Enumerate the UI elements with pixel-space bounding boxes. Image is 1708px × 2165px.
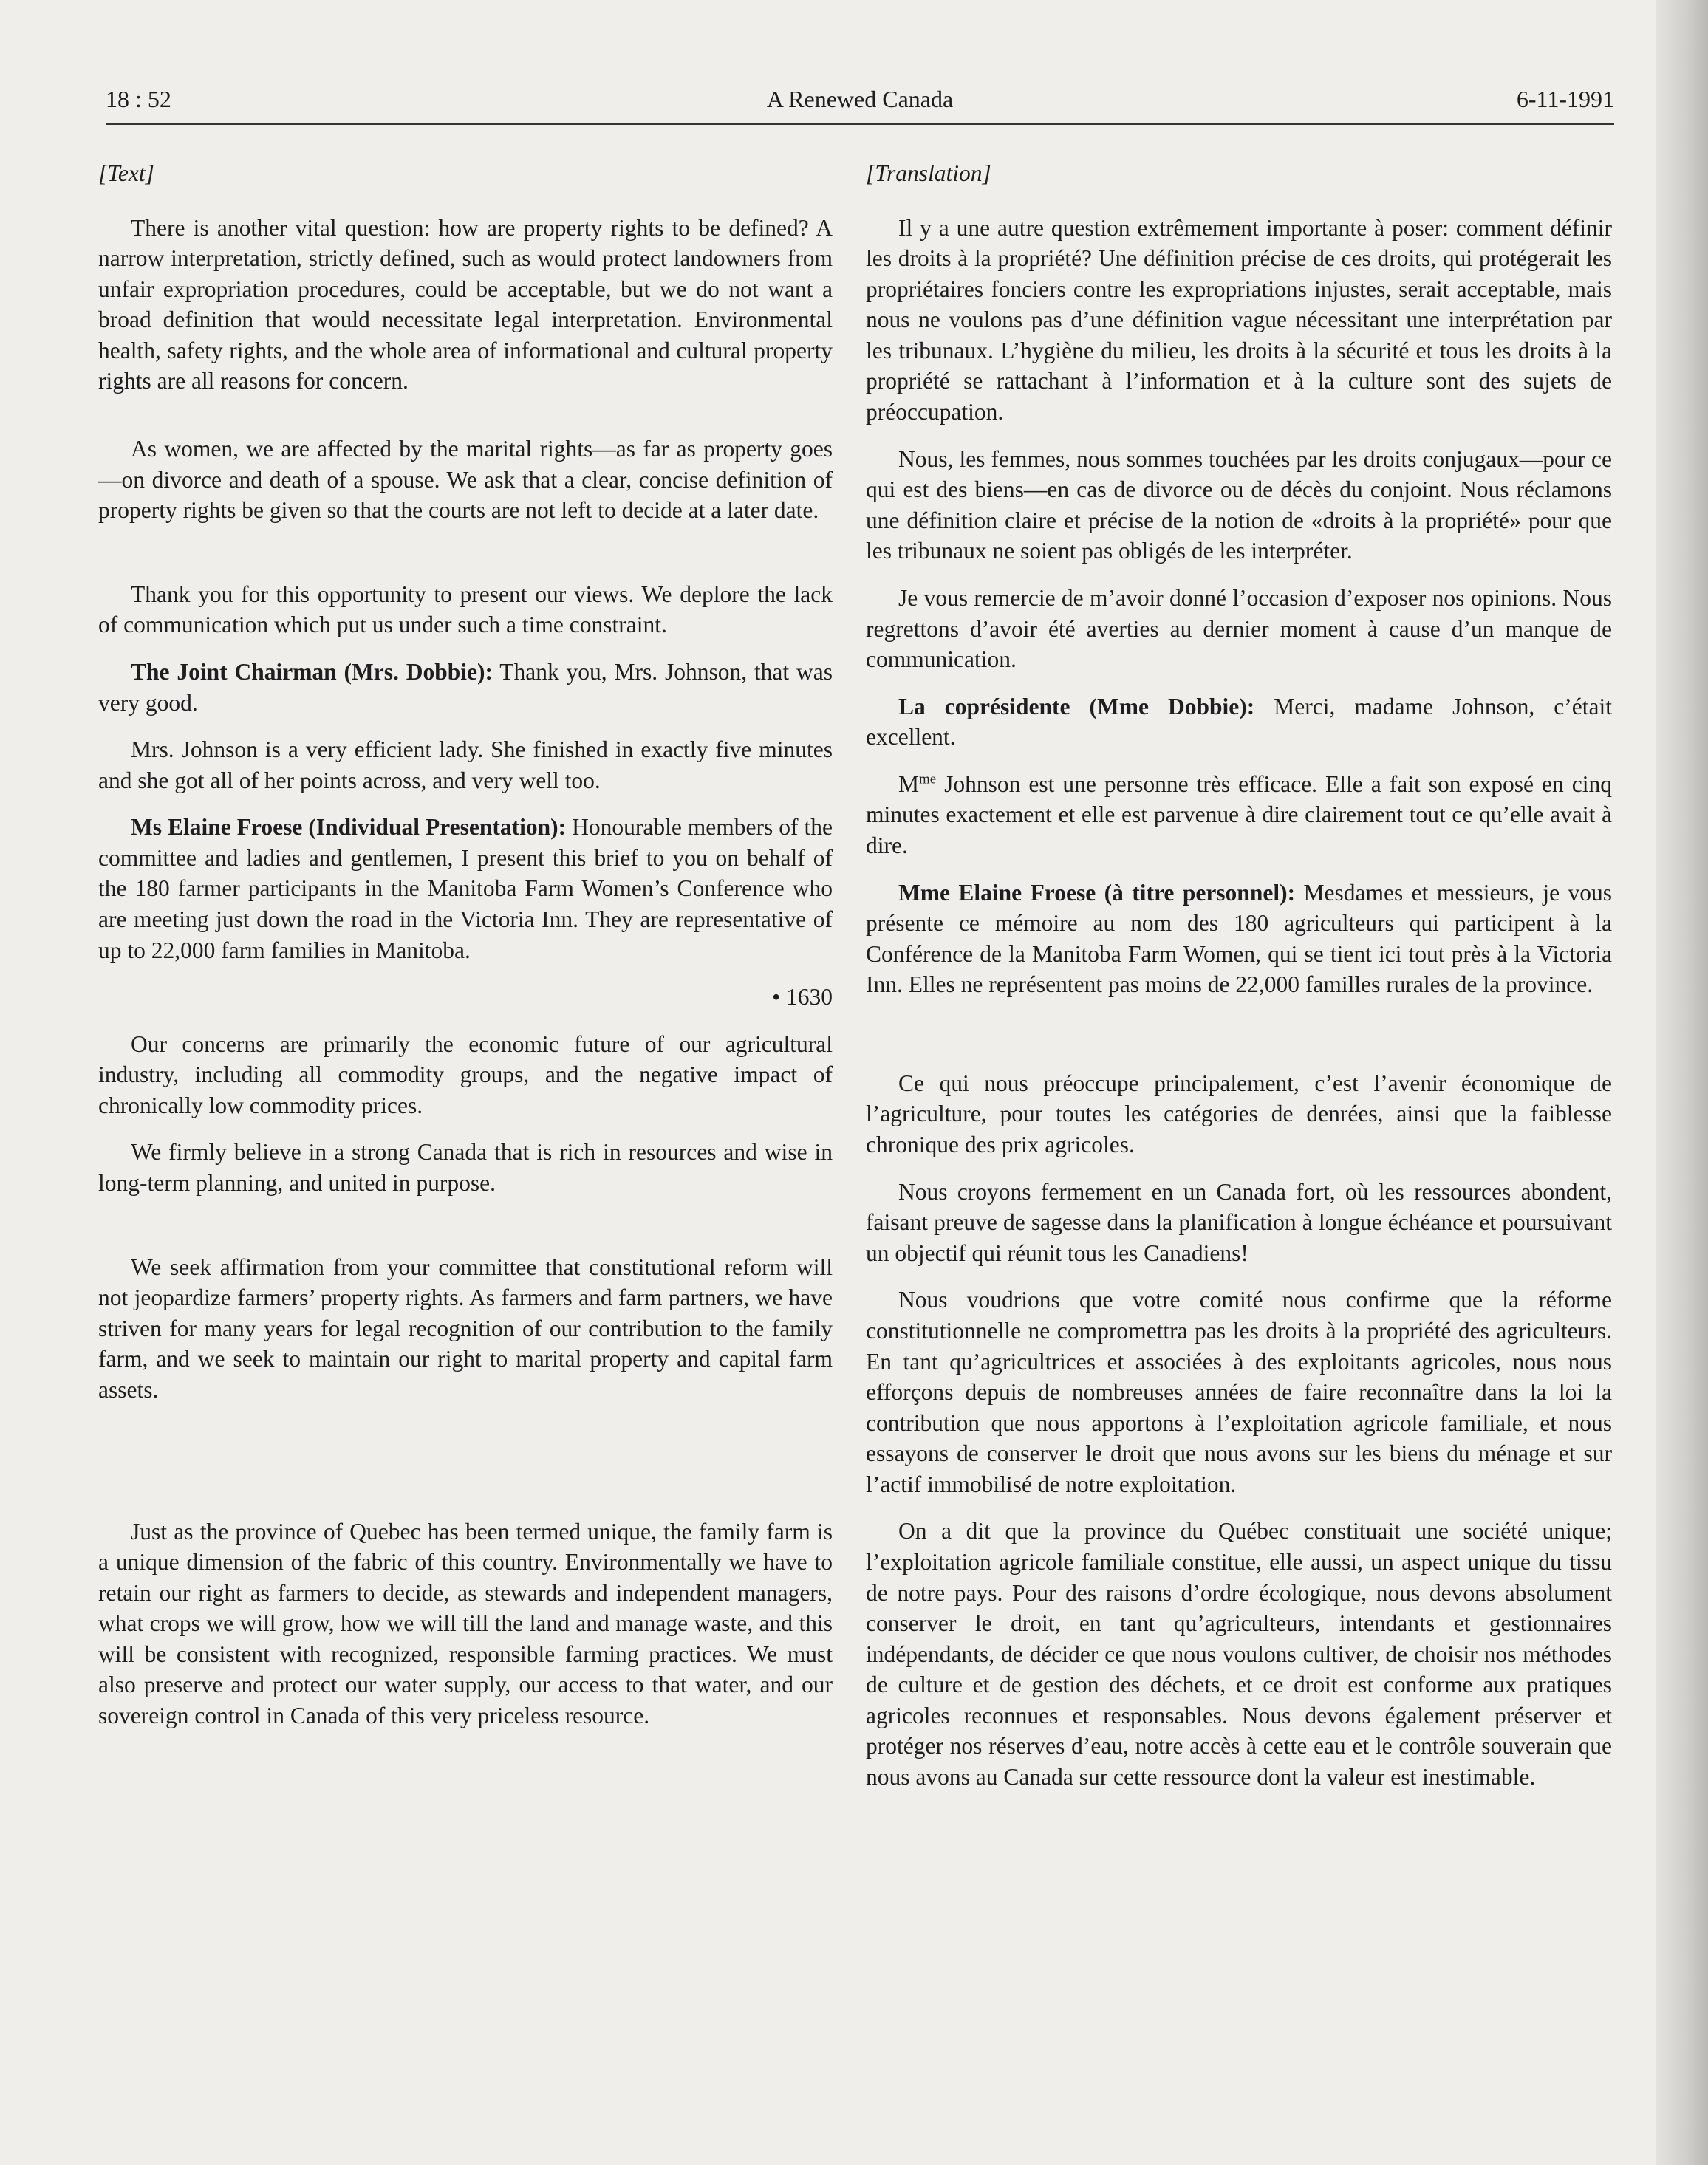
speaker-name: Ms Elaine Froese (Individual Presentation): [131, 814, 567, 841]
page-edge-shadow [1656, 0, 1708, 2165]
time-stamp: • 1630 [772, 984, 833, 1010]
paragraph [98, 657, 833, 718]
page-number: 18 : 52 [106, 86, 171, 112]
paragraph: As women, we are affected by the marital rights—as far as property goes—on divorce and death of a spouse. We ask that a clear, concise definition of property rights be given so that the courts are not left to decide at a later date. [98, 436, 833, 524]
paragraph: Just as the province of Quebec has been termed unique, the family farm is a unique dimension of the fabric of this country. Environmentally we have to retain our right as farmers to decide, as stewards and independent managers, what crops we will grow, how we will till the land and manage waste, and this will be consistent with recognized, responsible farming practices. We must also preserve and protect our water supply, our access to that water, and our sovereign control in Canada of this very priceless resource. [98, 1518, 833, 1728]
translation-marker: [Translation] [866, 160, 991, 186]
paragraph: Nous croyons fermement en un Canada fort, où les ressources abondent, faisant preuve de sagesse dans la planification à longue échéance et poursuivant un objectif qui réunit tous les Canadiens! [866, 1178, 1612, 1266]
honorific: M [898, 770, 920, 797]
page-header [106, 81, 1614, 125]
speech-text: Merci, madame Johnson, c’était excellent. [866, 693, 1612, 750]
running-title: A Renewed Canada [766, 86, 954, 112]
speaker-name: La coprésidente (Mme Dobbie): [898, 693, 1255, 719]
paragraph: Our concerns are primarily the economic future of our agricultural industry, including all commodity groups, and the negative impact of chronically low commodity prices. [98, 1030, 833, 1118]
speech-text: Mesdames et messieurs, je vous présente ce mémoire au nom des 180 agriculteurs qui participent à la Conférence de la Manitoba Farm Women, qui se tient ici tout près à la Victoria Inn. Elles ne représentent pas moins de 22,000 familles rurales de la province. [866, 879, 1612, 998]
speech-text: Thank you, Mrs. Johnson, that was very good. [98, 658, 833, 716]
paragraph [866, 769, 1612, 861]
paragraph [866, 878, 1612, 1000]
paragraph: Thank you for this opportunity to present our views. We deplore the lack of communication which put us under such a time constraint. [98, 581, 833, 638]
paragraph: Nous voudrions que votre comité nous confirme que la réforme constitutionnelle ne compromettra pas les droits à la propriété des agriculteurs. En tant qu’agricultrices et associées à des exploitants agricoles, nous nous efforçons depuis de nombreuses années de faire reconnaître dans la loi la contribution que nous apportons à l’exploitation agricole familiale, et nous essayons de conserver le droit que nous avons sur les biens du ménage et sur l’actif immobilisé de notre exploitation. [866, 1287, 1612, 1497]
english-column [98, 158, 833, 1731]
paragraph: Nous, les femmes, nous sommes touchées par les droits conjugaux—pour ce qui est des biens—en cas de divorce ou de décès du conjoint. Nous réclamons une définition claire et précise de la notion de «droits à la propriété» pour que les tribunaux ne soient pas obligés de les interpréter. [866, 445, 1612, 564]
paragraph: Il y a une autre question extrêmement importante à poser: comment définir les droits à la propriété? Une définition précise de ces droits, qui protégerait les propriétaires fonciers contre les expropriations injustes, serait acceptable, mais nous ne voulons pas d’une définition vague nécessitant une interprétation par les tribunaux. L’hygiène du milieu, les droits à la sécurité et tous les droits à la propriété se rattachant à l’information et à la culture sont des sujets de préoccupation. [866, 214, 1612, 425]
speech-text: Johnson est une personne très efficace. Elle a fait son exposé en cinq minutes exactement et elle est parvenue à dire clairement tout ce qu’elle avait à dire. [866, 770, 1612, 858]
paragraph: There is another vital question: how are property rights to be defined? A narrow interpretation, strictly defined, such as would protect landowners from unfair expropriation procedures, could be acceptable, but we do not want a broad definition that would necessitate legal interpretation. Environmental health, safety rights, and the whole area of informational and cultural property rights are all reasons for concern. [98, 214, 833, 394]
paragraph: We firmly believe in a strong Canada that is rich in resources and wise in long-term planning, and united in purpose. [98, 1139, 833, 1197]
speaker-name: The Joint Chairman (Mrs. Dobbie): [131, 658, 493, 685]
paragraph: We seek affirmation from your committee that constitutional reform will not jeopardize farmers’ property rights. As farmers and farm partners, we have striven for many years for legal recognition of our contribution to the family farm, and we seek to maintain our right to marital property and capital farm assets. [98, 1253, 833, 1403]
paragraph: On a dit que la province du Québec constituait une société unique; l’exploitation agricole familiale constitue, elle aussi, un aspect unique du tissu de notre pays. Pour des raisons d’ordre écologique, nous devons absolument conserver le droit, en tant qu’agriculteurs, intendants et gestionnaires indépendants, de décider ce que nous voulons cultiver, de choisir nos méthodes de culture et de gestion des déchets, et ce droit est conforme aux pratiques agricoles reconnues et responsables. Nous devons également préserver et protéger nos réserves d’eau, notre accès à cette eau et le contrôle souverain que nous avons au Canada sur cette ressource dont la valeur est inestimable. [866, 1518, 1612, 1791]
paragraph: Ce qui nous préoccupe principalement, c’est l’avenir économique de l’agriculture, pour toutes les catégories de denrées, ainsi que la faiblesse chronique des prix agricoles. [866, 1070, 1612, 1158]
speech-text: Honourable members of the committee and ladies and gentlemen, I present this brief to you on behalf of the 180 farmer participants in the Manitoba Farm Women’s Conference who are meeting just down the road in the Victoria Inn. They are representative of up to 22,000 farm families in Manitoba. [98, 814, 833, 963]
paragraph [866, 691, 1612, 753]
speaker-name: Mme Elaine Froese (à titre personnel): [898, 879, 1296, 906]
french-column [866, 158, 1612, 1793]
paragraph [98, 812, 833, 965]
honorific-superscript: me [919, 771, 937, 787]
paragraph: Mrs. Johnson is a very efficient lady. She finished in exactly five minutes and she got all of her points across, and very well too. [98, 736, 833, 793]
page-date: 6-11-1991 [1516, 86, 1614, 112]
paragraph: Je vous remercie de m’avoir donné l’occasion d’exposer nos opinions. Nous regrettons d’avoir été averties au dernier moment à cause d’un manque de communication. [866, 584, 1612, 673]
text-marker: [Text] [98, 160, 154, 186]
